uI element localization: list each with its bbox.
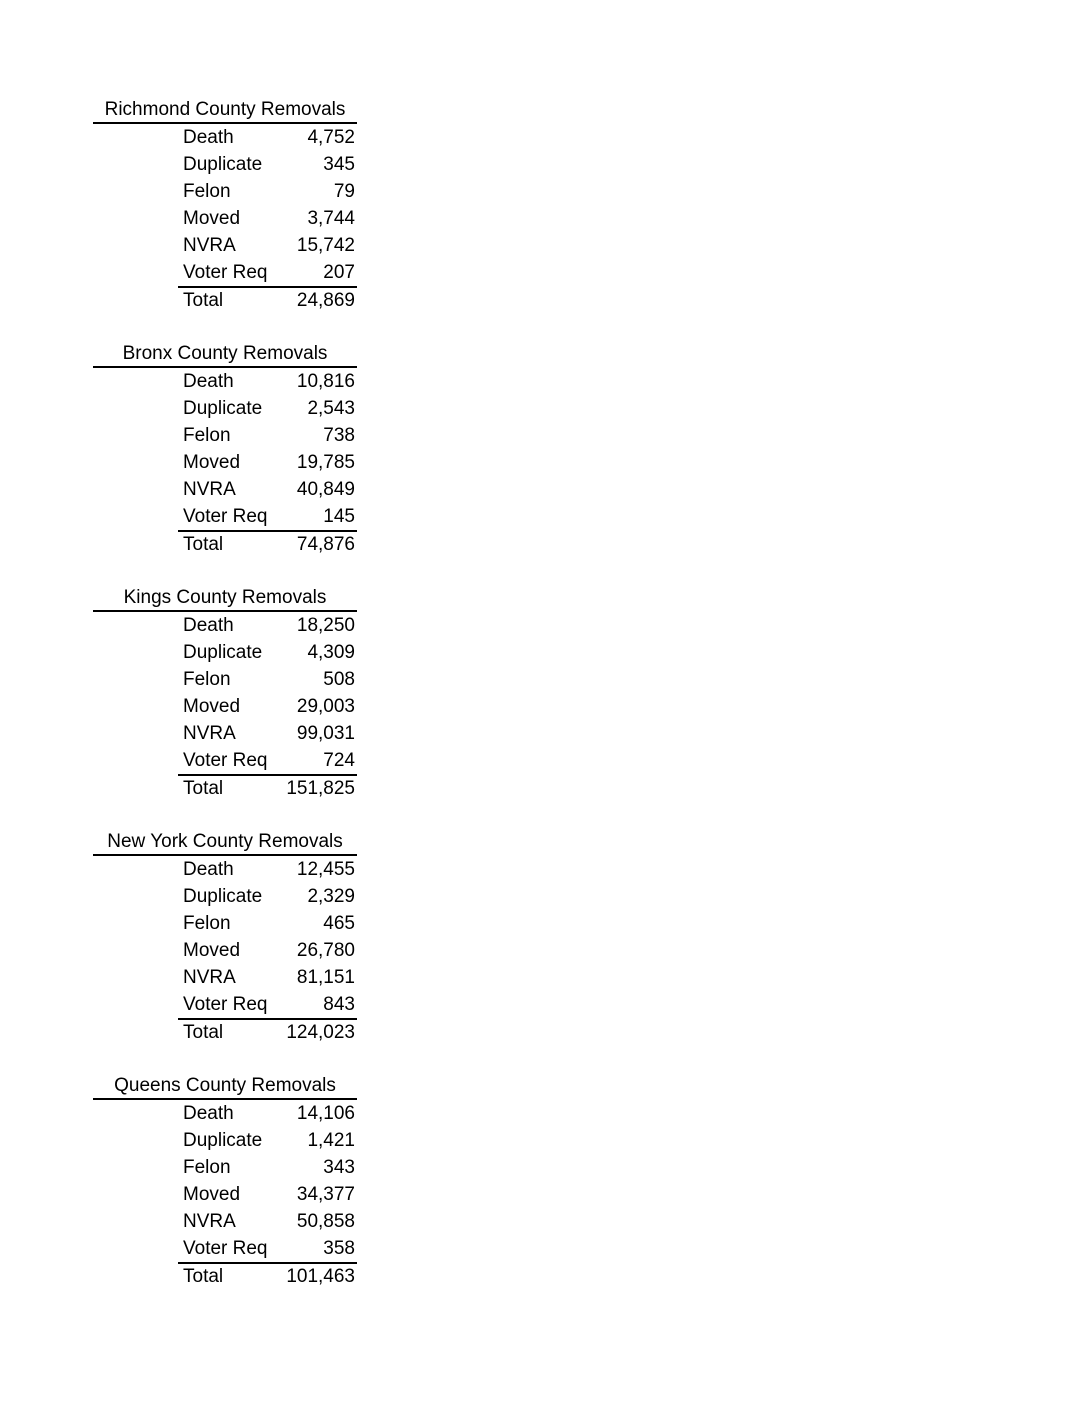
- spacer-cell: [93, 1100, 178, 1127]
- spacer-cell: [93, 1127, 178, 1154]
- row-cells: [178, 259, 357, 286]
- table-row: [93, 259, 357, 286]
- row-cells: [178, 693, 357, 720]
- spacer-cell: [93, 612, 178, 639]
- spacer-cell: [93, 476, 178, 503]
- table-row: [93, 232, 357, 259]
- category-label: Felon: [183, 181, 231, 202]
- category-label: Voter Req: [183, 994, 268, 1015]
- spacer-cell: [93, 1208, 178, 1235]
- category-value: 1,421: [307, 1130, 355, 1151]
- row-cells: [178, 747, 357, 774]
- spacer-cell: [93, 151, 178, 178]
- spacer-cell: [93, 449, 178, 476]
- section-bronx-county: [93, 341, 357, 557]
- table-row: [93, 747, 357, 774]
- category-value: 19,785: [296, 452, 355, 473]
- category-label: NVRA: [183, 967, 236, 988]
- total-value: 24,869: [296, 290, 355, 311]
- row-cells: [178, 1208, 357, 1235]
- row-cells: [178, 1262, 357, 1289]
- category-value: 2,329: [307, 886, 355, 907]
- category-value: 34,377: [296, 1184, 355, 1205]
- section-kings-county: [93, 585, 357, 801]
- table-title: Richmond County Removals: [93, 97, 357, 124]
- total-label: Total: [183, 1266, 224, 1287]
- category-label: Felon: [183, 425, 231, 446]
- category-value: 738: [323, 425, 355, 446]
- row-cells: [178, 476, 357, 503]
- row-cells: [178, 883, 357, 910]
- row-cells: [178, 205, 357, 232]
- category-label: Moved: [183, 452, 241, 473]
- total-value: 74,876: [296, 534, 355, 555]
- row-cells: [178, 1018, 357, 1045]
- row-cells: [178, 368, 357, 395]
- total-value: 151,825: [286, 778, 355, 799]
- category-value: 15,742: [296, 235, 355, 256]
- spacer-cell: [93, 666, 178, 693]
- total-value: 101,463: [286, 1266, 355, 1287]
- row-cells: [178, 1100, 357, 1127]
- table-row: [93, 503, 357, 530]
- category-value: 79: [333, 181, 355, 202]
- category-value: 465: [323, 913, 355, 934]
- category-label: NVRA: [183, 235, 236, 256]
- row-cells: [178, 612, 357, 639]
- category-value: 81,151: [296, 967, 355, 988]
- table-row: [93, 476, 357, 503]
- category-value: 2,543: [307, 398, 355, 419]
- spacer-cell: [93, 178, 178, 205]
- table-row: [93, 1208, 357, 1235]
- spacer-cell: [93, 286, 178, 313]
- table-row: [93, 883, 357, 910]
- table-title: New York County Removals: [93, 829, 357, 856]
- row-cells: [178, 964, 357, 991]
- table-row: [93, 422, 357, 449]
- table-row: [93, 693, 357, 720]
- row-cells: [178, 937, 357, 964]
- total-label: Total: [183, 778, 224, 799]
- table-row: [93, 151, 357, 178]
- row-cells: [178, 1154, 357, 1181]
- table-row: [93, 910, 357, 937]
- category-value: 29,003: [296, 696, 355, 717]
- total-value: 124,023: [286, 1022, 355, 1043]
- total-row: [93, 774, 357, 801]
- category-label: Moved: [183, 1184, 241, 1205]
- category-label: Voter Req: [183, 506, 268, 527]
- row-cells: [178, 1127, 357, 1154]
- category-label: Voter Req: [183, 1238, 268, 1259]
- category-label: Death: [183, 615, 234, 636]
- category-label: Duplicate: [183, 154, 263, 175]
- total-label: Total: [183, 290, 224, 311]
- spacer-cell: [93, 259, 178, 286]
- table-row: [93, 205, 357, 232]
- spacer-cell: [93, 422, 178, 449]
- spacer-cell: [93, 1181, 178, 1208]
- row-cells: [178, 232, 357, 259]
- spacer-cell: [93, 395, 178, 422]
- row-cells: [178, 449, 357, 476]
- table-row: [93, 178, 357, 205]
- spacer-cell: [93, 720, 178, 747]
- category-value: 4,309: [307, 642, 355, 663]
- table-title: Kings County Removals: [93, 585, 357, 612]
- category-label: Duplicate: [183, 398, 263, 419]
- spacer-cell: [93, 205, 178, 232]
- spacer-cell: [93, 910, 178, 937]
- category-label: Moved: [183, 208, 241, 229]
- category-value: 99,031: [296, 723, 355, 744]
- spacer-cell: [93, 1235, 178, 1262]
- total-row: [93, 1018, 357, 1045]
- spacer-cell: [93, 1018, 178, 1045]
- spacer-cell: [93, 1262, 178, 1289]
- total-row: [93, 1262, 357, 1289]
- category-value: 508: [323, 669, 355, 690]
- category-label: Death: [183, 371, 234, 392]
- table-row: [93, 1181, 357, 1208]
- row-cells: [178, 1181, 357, 1208]
- row-cells: [178, 178, 357, 205]
- spacer-cell: [93, 124, 178, 151]
- category-label: Voter Req: [183, 262, 268, 283]
- table-row: [93, 964, 357, 991]
- spacer-cell: [93, 232, 178, 259]
- total-row: [93, 286, 357, 313]
- document-sheet: [93, 97, 357, 1317]
- table-row: [93, 666, 357, 693]
- table-title: Bronx County Removals: [93, 341, 357, 368]
- row-cells: [178, 720, 357, 747]
- category-value: 26,780: [296, 940, 355, 961]
- spacer-cell: [93, 368, 178, 395]
- spacer-cell: [93, 991, 178, 1018]
- category-label: Felon: [183, 1157, 231, 1178]
- category-value: 145: [323, 506, 355, 527]
- category-label: Death: [183, 859, 234, 880]
- row-cells: [178, 286, 357, 313]
- row-cells: [178, 910, 357, 937]
- category-label: Death: [183, 127, 234, 148]
- table-row: [93, 937, 357, 964]
- category-value: 14,106: [296, 1103, 355, 1124]
- section-richmond-county: [93, 97, 357, 313]
- category-value: 12,455: [296, 859, 355, 880]
- category-label: Duplicate: [183, 886, 263, 907]
- spacer-cell: [93, 774, 178, 801]
- table-row: [93, 449, 357, 476]
- total-row: [93, 530, 357, 557]
- category-label: Moved: [183, 696, 241, 717]
- row-cells: [178, 774, 357, 801]
- table-row: [93, 720, 357, 747]
- table-row: [93, 395, 357, 422]
- spacer-cell: [93, 530, 178, 557]
- category-label: Voter Req: [183, 750, 268, 771]
- table-row: [93, 1127, 357, 1154]
- spacer-cell: [93, 1154, 178, 1181]
- spacer-cell: [93, 747, 178, 774]
- table-title: Queens County Removals: [93, 1073, 357, 1100]
- category-label: NVRA: [183, 723, 236, 744]
- table-row: [93, 1154, 357, 1181]
- category-label: NVRA: [183, 1211, 236, 1232]
- row-cells: [178, 395, 357, 422]
- category-label: NVRA: [183, 479, 236, 500]
- row-cells: [178, 422, 357, 449]
- category-value: 3,744: [307, 208, 355, 229]
- spacer-cell: [93, 503, 178, 530]
- row-cells: [178, 666, 357, 693]
- category-label: Felon: [183, 669, 231, 690]
- category-label: Death: [183, 1103, 234, 1124]
- category-value: 843: [323, 994, 355, 1015]
- category-value: 207: [323, 262, 355, 283]
- spacer-cell: [93, 693, 178, 720]
- category-label: Duplicate: [183, 1130, 263, 1151]
- spacer-cell: [93, 856, 178, 883]
- table-row: [93, 124, 357, 151]
- table-row: [93, 991, 357, 1018]
- table-row: [93, 1100, 357, 1127]
- row-cells: [178, 991, 357, 1018]
- row-cells: [178, 1235, 357, 1262]
- spacer-cell: [93, 964, 178, 991]
- row-cells: [178, 856, 357, 883]
- total-label: Total: [183, 1022, 224, 1043]
- category-value: 4,752: [307, 127, 355, 148]
- row-cells: [178, 124, 357, 151]
- table-row: [93, 639, 357, 666]
- spacer-cell: [93, 937, 178, 964]
- category-value: 358: [323, 1238, 355, 1259]
- table-row: [93, 1235, 357, 1262]
- category-value: 343: [323, 1157, 355, 1178]
- spacer-cell: [93, 883, 178, 910]
- category-value: 724: [323, 750, 355, 771]
- row-cells: [178, 503, 357, 530]
- spacer-cell: [93, 639, 178, 666]
- category-value: 18,250: [296, 615, 355, 636]
- section-new-york-county: [93, 829, 357, 1045]
- category-label: Duplicate: [183, 642, 263, 663]
- category-value: 40,849: [296, 479, 355, 500]
- table-row: [93, 368, 357, 395]
- table-row: [93, 856, 357, 883]
- total-label: Total: [183, 534, 224, 555]
- category-label: Felon: [183, 913, 231, 934]
- table-row: [93, 612, 357, 639]
- category-label: Moved: [183, 940, 241, 961]
- row-cells: [178, 151, 357, 178]
- row-cells: [178, 530, 357, 557]
- row-cells: [178, 639, 357, 666]
- section-queens-county: [93, 1073, 357, 1289]
- category-value: 345: [323, 154, 355, 175]
- category-value: 10,816: [296, 371, 355, 392]
- category-value: 50,858: [296, 1211, 355, 1232]
